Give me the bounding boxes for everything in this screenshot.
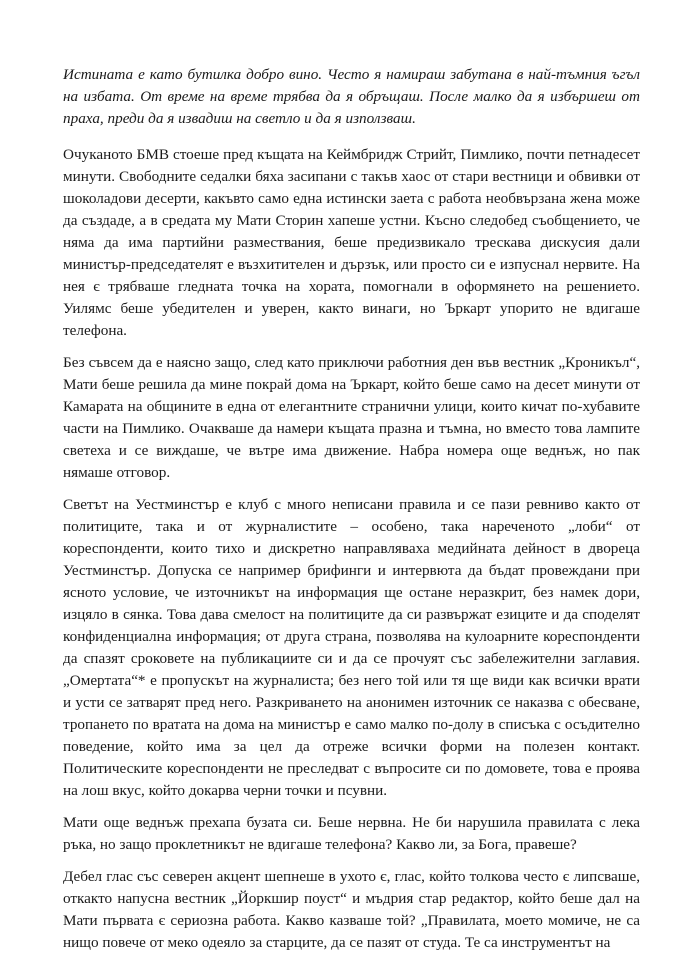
- paragraph-2: Без съвсем да е наясно защо, след като приключи работния ден във вестник „Кроникъл“, Мати беше решила да мине покрай дома на Ъркарт, който беше само на десет минути от Камарата на общините в една от елегантните странични улици, които кичат по-хубавите части на Пимлико. Очакваше да намери къщата празна и тъмна, но вместо това лампите светеха и се виждаше, че вътре има движение. Набра номера още веднъж, но пак нямаше отговор.: [63, 354, 640, 481]
- paragraph-4: Мати още веднъж прехапа бузата си. Беше нервна. Не би нарушила правилата с лека ръка, но защо проклетникът не вдигаше телефона? Какво ли, за Бога, правеше?: [63, 814, 640, 853]
- document-page: [63, 64, 640, 954]
- paragraph-3: Светът на Уестминстър е клуб с много неписани правила и се пази ревниво както от политиците, така и от журналистите – особено, така нареченото „лоби“ от кореспонденти, които тихо и дискретно направляваха медийната дейност в двореца Уестминстър. Допуска се например брифинги и интервюта да бъдат провеждани при ясното условие, че източникът на информация ще остане неразкрит, без намек дори, изцяло в сянка. Това дава смелост на политиците да си развържат езиците и да споделят конфиденциална информация; от друга страна, позволява на кулоарните кореспонденти да спазят сроковете на публикациите си и да се прочуят със забележителни заглавия. „Омертата“* е пропускът на журналиста; без него той или тя ще види как всички врати и усти се затварят пред него. Разкриването на анонимен източник се наказва с обесване, тропането по вратата на дома на министър е само малко по-долу в списъка с осъдително поведение, който има за цел да отреже всички форми на полезен контакт. Политическите кореспонденти не преследват с въпросите си по домовете, това е проява на лош вкус, който докарва черни точки и псувни.: [63, 496, 640, 799]
- paragraph-1: Очуканото БМВ стоеше пред къщата на Кеймбридж Стрийт, Пимлико, почти петнадесет минути. Свободните седалки бяха засипани с такъв хаос от стари вестници и обвивки от шоколадови десерти, какъвто само една истински заета с работа необвързана жена може да създаде, а в средата му Мати Сторин хапеше устни. Късно следобед съобщението, че няма да има партийни размествания, беше предизвикало трескава дискусия дали министър-председателят е възхитителен и дързък, или просто си е изпуснал нервите. На нея є трябваше гледната точка на хората, помогнали в оформянето на решението. Уилямс беше убедителен и уверен, както винаги, но Ъркарт упорито не вдигаше телефона.: [63, 146, 640, 339]
- epigraph: Истината е като бутилка добро вино. Често я намираш забутана в най-тъмния ъгъл на избата. От време на време трябва да я обръщаш. После малко да я избършеш от праха, преди да я извадиш на светло и да я използваш.: [63, 66, 640, 127]
- paragraph-5: Дебел глас със северен акцент шепнеше в ухото є, глас, който толкова често є липсваше, откакто напусна вестник „Йоркшир поуст“ и мъдрия стар редактор, който беше дал на Мати първата є сериозна работа. Какво казваше той? „Правилата, моето момиче, не са нищо повече от меко одеяло за старците, да се пазят от студа. Те са инструментът на: [63, 868, 640, 951]
